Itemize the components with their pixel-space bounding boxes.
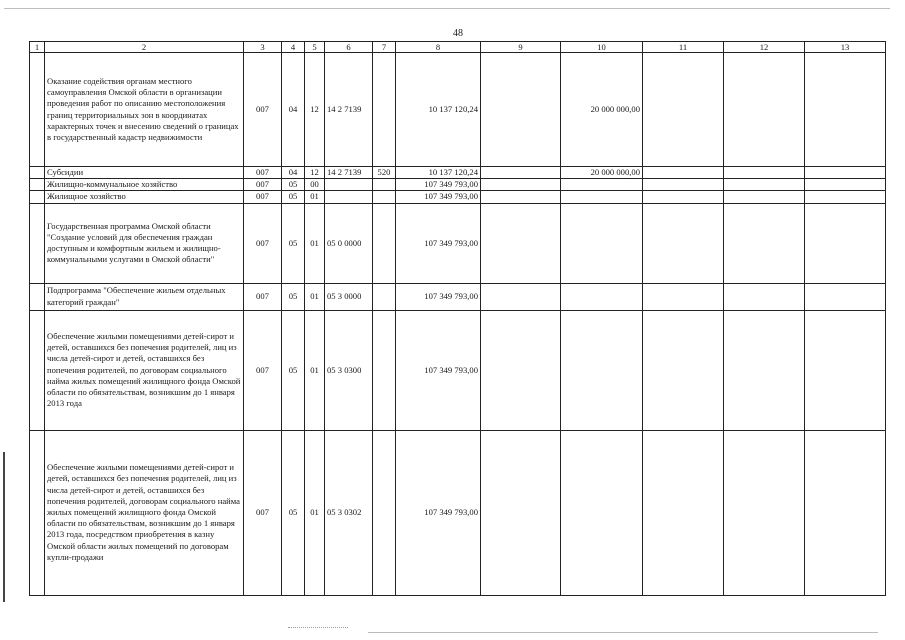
top-rule (4, 8, 890, 9)
amount-col-12 (724, 179, 805, 191)
amount-col-11 (643, 283, 724, 310)
amount-col-11 (643, 179, 724, 191)
amount-col-11 (643, 203, 724, 283)
expense-type-code (373, 53, 396, 167)
amount-col-10 (561, 430, 643, 595)
amount-col-12 (724, 430, 805, 595)
header-cell: 9 (481, 42, 561, 53)
ministry-code: 007 (244, 283, 282, 310)
table-row (30, 283, 886, 310)
page-number: 48 (453, 28, 463, 39)
amount-col-9 (481, 283, 561, 310)
amount-col-8: 10 137 120,24 (396, 167, 481, 179)
expense-type-code (373, 191, 396, 203)
table-row (30, 203, 886, 283)
target-code: 05 3 0000 (325, 283, 373, 310)
header-cell: 6 (325, 42, 373, 53)
amount-col-10 (561, 283, 643, 310)
table-row (30, 191, 886, 203)
amount-col-9 (481, 167, 561, 179)
item-name: Жилищное хозяйство (45, 191, 244, 203)
subsection-code: 12 (305, 167, 325, 179)
item-name: Обеспечение жилыми помещениями детей-сирот и детей, оставшихся без попечения родителей, лиц из числа детей-сирот и детей, оставшихся без попечения родителей, договорам социального найма жилых помещений жилищного фонда Омской области по обязательствам, возникшим до 1 января 2013 года, посредством приобретения в казну Омской области жилых помещений по договорам купли-продажи (45, 430, 244, 595)
amount-col-8: 107 349 793,00 (396, 283, 481, 310)
item-name: Обеспечение жилыми помещениями детей-сирот и детей, оставшихся без попечения родителей, лиц из числа детей-сирот и детей, оставшихся без попечения родителей, по договорам социального найма жилых помещений жилищного фонда Омской области по обязательствам, возникшим до 1 января 2013 года (45, 310, 244, 430)
header-cell: 8 (396, 42, 481, 53)
header-cell: 13 (805, 42, 886, 53)
bottom-rule (368, 632, 878, 633)
row-number-cell (30, 203, 45, 283)
amount-col-9 (481, 203, 561, 283)
amount-col-11 (643, 53, 724, 167)
row-number-cell (30, 310, 45, 430)
row-number-cell (30, 283, 45, 310)
amount-col-9 (481, 310, 561, 430)
amount-col-9 (481, 53, 561, 167)
section-code: 05 (282, 430, 305, 595)
amount-col-9 (481, 430, 561, 595)
amount-col-10: 20 000 000,00 (561, 167, 643, 179)
header-cell: 10 (561, 42, 643, 53)
header-cell: 11 (643, 42, 724, 53)
table-row (30, 430, 886, 595)
header-cell: 1 (30, 42, 45, 53)
scan-artifact-dots (288, 627, 348, 629)
amount-col-8: 107 349 793,00 (396, 203, 481, 283)
amount-col-13 (805, 179, 886, 191)
amount-col-9 (481, 179, 561, 191)
section-code: 04 (282, 53, 305, 167)
amount-col-9 (481, 191, 561, 203)
target-code: 14 2 7139 (325, 53, 373, 167)
ministry-code: 007 (244, 53, 282, 167)
amount-col-13 (805, 191, 886, 203)
amount-col-8: 107 349 793,00 (396, 310, 481, 430)
target-code (325, 179, 373, 191)
row-number-cell (30, 53, 45, 167)
ministry-code: 007 (244, 167, 282, 179)
row-number-cell (30, 167, 45, 179)
amount-col-12 (724, 167, 805, 179)
amount-col-10 (561, 310, 643, 430)
amount-col-8: 107 349 793,00 (396, 179, 481, 191)
table-row (30, 167, 886, 179)
amount-col-13 (805, 430, 886, 595)
amount-col-12 (724, 191, 805, 203)
expense-type-code (373, 179, 396, 191)
table-row (30, 310, 886, 430)
expense-type-code: 520 (373, 167, 396, 179)
section-code: 04 (282, 167, 305, 179)
amount-col-8: 107 349 793,00 (396, 430, 481, 595)
ministry-code: 007 (244, 179, 282, 191)
amount-col-11 (643, 167, 724, 179)
amount-col-11 (643, 191, 724, 203)
subsection-code: 01 (305, 191, 325, 203)
amount-col-13 (805, 203, 886, 283)
subsection-code: 01 (305, 310, 325, 430)
row-number-cell (30, 191, 45, 203)
amount-col-10 (561, 203, 643, 283)
amount-col-12 (724, 310, 805, 430)
item-name: Субсидии (45, 167, 244, 179)
expense-type-code (373, 310, 396, 430)
ministry-code: 007 (244, 310, 282, 430)
amount-col-12 (724, 203, 805, 283)
section-code: 05 (282, 283, 305, 310)
header-cell: 12 (724, 42, 805, 53)
table-row (30, 179, 886, 191)
amount-col-13 (805, 53, 886, 167)
amount-col-13 (805, 167, 886, 179)
section-code: 05 (282, 179, 305, 191)
expense-type-code (373, 283, 396, 310)
header-row (30, 42, 886, 53)
budget-table (29, 41, 886, 596)
header-cell: 3 (244, 42, 282, 53)
amount-col-12 (724, 53, 805, 167)
expense-type-code (373, 203, 396, 283)
header-cell: 5 (305, 42, 325, 53)
subsection-code: 00 (305, 179, 325, 191)
item-name: Государственная программа Омской области "Создание условий для обеспечения граждан доступным и комфортным жильем и жилищно-коммунальными услугами в Омской области" (45, 203, 244, 283)
amount-col-10: 20 000 000,00 (561, 53, 643, 167)
section-code: 05 (282, 191, 305, 203)
subsection-code: 12 (305, 53, 325, 167)
amount-col-13 (805, 310, 886, 430)
scan-edge-mark (3, 452, 5, 602)
target-code: 05 3 0300 (325, 310, 373, 430)
item-name: Оказание содействия органам местного самоуправления Омской области в организации проведения работ по описанию местоположения границ территориальных зон в координатах характерных точек и внесению сведений о границах в государственный кадастр недвижимости (45, 53, 244, 167)
header-cell: 2 (45, 42, 244, 53)
expense-type-code (373, 430, 396, 595)
ministry-code: 007 (244, 203, 282, 283)
target-code: 05 3 0302 (325, 430, 373, 595)
header-cell: 4 (282, 42, 305, 53)
amount-col-10 (561, 179, 643, 191)
header-cell: 7 (373, 42, 396, 53)
target-code: 14 2 7139 (325, 167, 373, 179)
ministry-code: 007 (244, 430, 282, 595)
amount-col-11 (643, 430, 724, 595)
ministry-code: 007 (244, 191, 282, 203)
section-code: 05 (282, 203, 305, 283)
subsection-code: 01 (305, 430, 325, 595)
amount-col-8: 10 137 120,24 (396, 53, 481, 167)
amount-col-10 (561, 191, 643, 203)
item-name: Подпрограмма "Обеспечение жильем отдельных категорий граждан" (45, 283, 244, 310)
amount-col-11 (643, 310, 724, 430)
item-name: Жилищно-коммунальное хозяйство (45, 179, 244, 191)
subsection-code: 01 (305, 283, 325, 310)
subsection-code: 01 (305, 203, 325, 283)
target-code (325, 191, 373, 203)
table-row (30, 53, 886, 167)
row-number-cell (30, 430, 45, 595)
amount-col-12 (724, 283, 805, 310)
target-code: 05 0 0000 (325, 203, 373, 283)
amount-col-8: 107 349 793,00 (396, 191, 481, 203)
section-code: 05 (282, 310, 305, 430)
row-number-cell (30, 179, 45, 191)
amount-col-13 (805, 283, 886, 310)
